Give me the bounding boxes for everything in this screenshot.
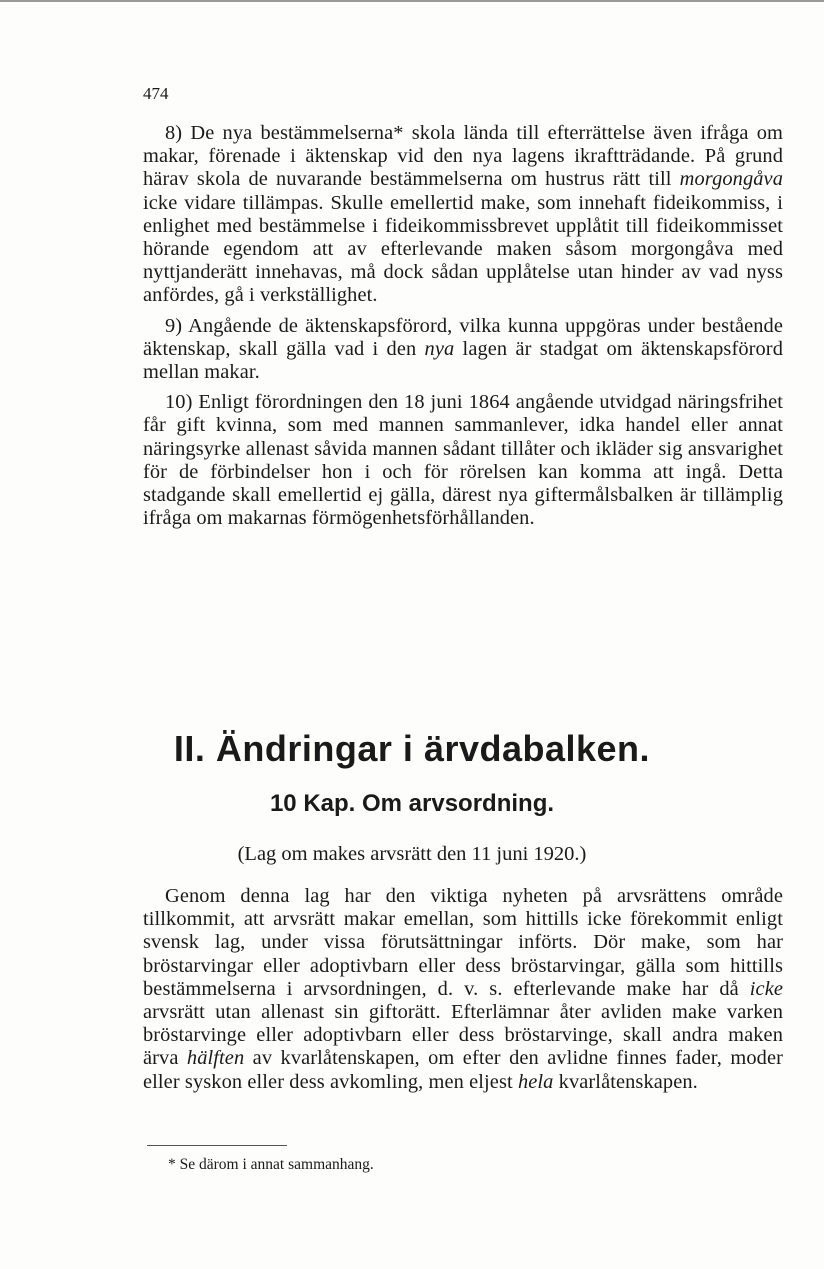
footnote: * Se därom i annat sammanhang. [168, 1156, 374, 1173]
law-subheading: (Lag om makes arvsrätt den 11 juni 1920.) [237, 843, 587, 865]
paragraph-arvsratt: Genom denna lag har den viktiga nyheten på arvsrättens område tillkommit, att arvsrätt makar emellan, som hittills icke förekommit enligt svensk lag, under vissa förutsättningar införts. Dör make, som har bröstarvingar eller adoptivbarn eller dess bröstarvingar, gälla som hittills bestämmelserna i arvsordningen, d. v. s. efterlevande make har då icke arvsrätt utan allenast sin giftorätt. Efterlämnar åter avliden make varken bröstarvinge eller adoptivbarn eller dess bröstarvinge, skall andra maken ärva hälften av kvarlåtenskapen, om efter den avlidne finnes fader, moder eller syskon eller dess avkomling, men eljest hela kvarlåtenskapen. [143, 885, 783, 1093]
section-2-text [143, 885, 783, 1101]
top-rule [0, 0, 824, 2]
footnote-rule [147, 1145, 287, 1146]
paragraph-8: 8) De nya bestämmelserna* skola lända till efterrättelse även ifråga om makar, förenade i äktenskap vid den nya lagens ikraftträdande. På grund härav skola de nuvarande bestämmelserna om hustrus rätt till morgongåva icke vidare tillämpas. Skulle emellertid make, som innehaft fideikommiss, i enlighet med bestämmelse i fideikommissbrevet upplåtit till fideikommisset hörande egendom att av efterlevande maken såsom morgongåva med nyttjanderätt innehavas, må dock sådan upplåtelse utan hinder av vad nyss anfördes, gå i verkställighet. [143, 122, 783, 307]
paragraph-9: 9) Angående de äktenskapsförord, vilka kunna uppgöras under bestående äktenskap, skall gälla vad i den nya lagen är stadgat om äktenskapsförord mellan makar. [143, 314, 783, 384]
paragraph-10: 10) Enligt förordningen den 18 juni 1864 angående utvidgad näringsfrihet får gift kvinna, som med mannen sammanlever, idka handel eller annat näringsyrke allenast såvida mannen sådant tillåter och ikläder sig ansvarighet för de förbindelser hon i och för rörelsen kan komma att ingå. Detta stadgande skall emellertid ej gälla, därest nya giftermålsbalken är tillämplig ifråga om makarnas förmögenhetsförhållanden. [143, 391, 783, 530]
section-1-text [143, 122, 783, 537]
chapter-heading: II. Ändringar i ärvdabalken. [173, 728, 651, 769]
page-number: 474 [143, 84, 169, 103]
kapitel-heading: 10 Kap. Om arvsordning. [269, 790, 555, 817]
